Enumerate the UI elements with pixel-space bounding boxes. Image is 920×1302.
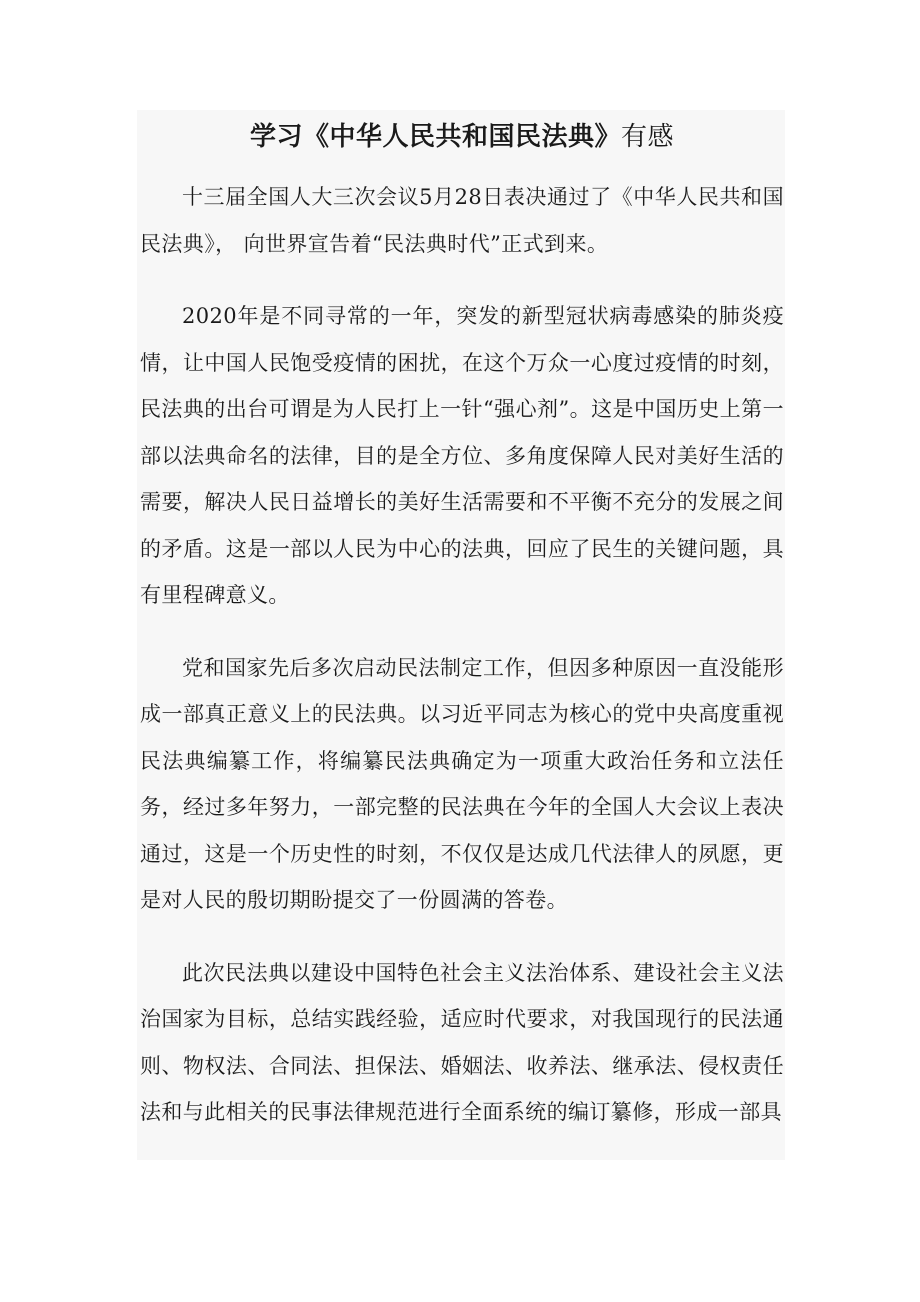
document-title [140,110,784,164]
title-main: 学习《中华人民共和国民法典》 [249,122,621,152]
paragraph-4: 此次民法典以建设中国特色社会主义法治体系、建设社会主义法治国家为目标，总结实践经验，适应时代要求，对我国现行的民法通则、物权法、合同法、担保法、婚姻法、收养法、继承法、侵权责任法和与此相关的民事法律规范进行全面系统的编订纂修，形成一部具 [140,960,784,1124]
document-body [140,110,784,1136]
paragraph-2: 2020年是不同寻常的一年，突发的新型冠状病毒感染的肺炎疫情，让中国人民饱受疫情的困扰，在这个万众一心度过疫情的时刻，民法典的出台可谓是为人民打上一针“强心剂”。这是中国历史上第一部以法典命名的法律，目的是全方位、多角度保障人民对美好生活的需要，解决人民日益增长的美好生活需要和不平衡不充分的发展之间的矛盾。这是一部以人民为中心的法典，回应了民生的关键问题，具有里程碑意义。 [140,304,784,607]
paragraph-3: 党和国家先后多次启动民法制定工作，但因多种原因一直没能形成一部真正意义上的民法典。以习近平同志为核心的党中央高度重视民法典编纂工作，将编纂民法典确定为一项重大政治任务和立法任务，经过多年努力，一部完整的民法典在今年的全国人大会议上表决通过，这是一个历史性的时刻，不仅仅是达成几代法律人的夙愿，更是对人民的殷切期盼提交了一份圆满的答卷。 [140,655,784,912]
paragraph-1: 十三届全国人大三次会议5月28日表决通过了《中华人民共和国民法典》， 向世界宣告着“民法典时代”正式到来。 [140,185,784,256]
title-suffix: 有感 [621,122,675,152]
